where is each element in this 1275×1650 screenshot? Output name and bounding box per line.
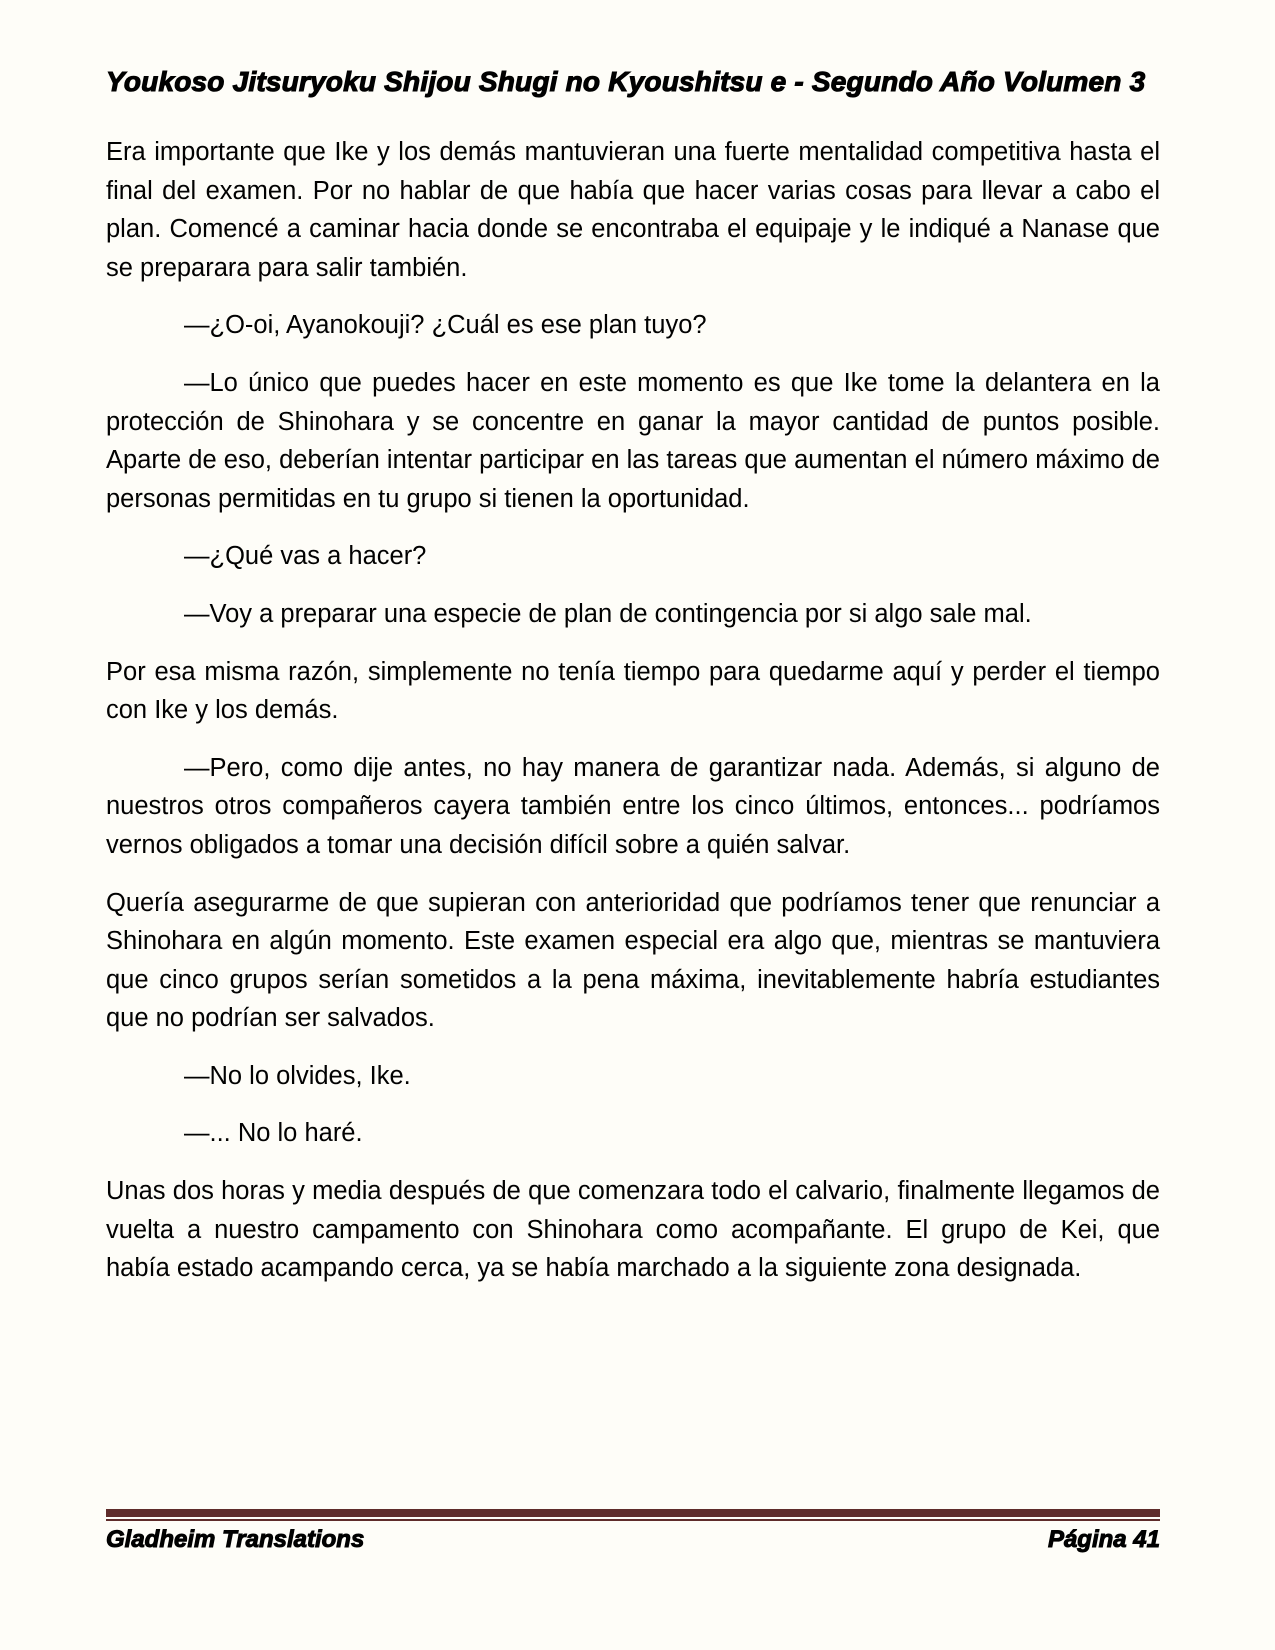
narration-paragraph: Por esa misma razón, simplemente no tenía tiempo para quedarme aquí y perder el tiempo con Ike y los demás.	[106, 657, 1160, 725]
page-footer	[106, 1509, 1160, 1554]
narration-paragraph: Unas dos horas y media después de que comenzara todo el calvario, finalmente llegamos de vuelta a nuestro campamento con Shinohara como acompañante. El grupo de Kei, que había estado acampando cerca, ya se había marchado a la siguiente zona designada.	[106, 1177, 1160, 1283]
body-text	[106, 133, 1160, 1307]
footer-row	[106, 1526, 1160, 1554]
dialogue-paragraph: —Pero, como dije antes, no hay manera de garantizar nada. Además, si alguno de nuestros otros compañeros cayera también entre los cinco últimos, entonces... podríamos vernos obligados a tomar una decisión difícil sobre a quién salvar.	[106, 753, 1160, 859]
dialogue-paragraph: —... No lo haré.	[184, 1119, 363, 1148]
dialogue-paragraph: —No lo olvides, Ike.	[184, 1061, 411, 1090]
narration-paragraph: Quería asegurarme de que supieran con anterioridad que podríamos tener que renunciar a Shinohara en algún momento. Este examen especial era algo que, mientras se mantuviera que cinco grupos serían sometidos a la pena máxima, inevitablemente habría estudiantes que no podrían ser salvados.	[106, 888, 1160, 1033]
dialogue-paragraph: —Voy a preparar una especie de plan de contingencia por si algo sale mal.	[184, 599, 1032, 628]
footer-divider-thin-line	[106, 1519, 1160, 1521]
footer-divider	[106, 1509, 1160, 1521]
dialogue-paragraph: —Lo único que puedes hacer en este momento es que Ike tome la delantera en la protección de Shinohara y se concentre en ganar la mayor cantidad de puntos posible. Aparte de eso, deberían intentar participar en las tareas que aumentan el número máximo de personas permitidas en tu grupo si tienen la oportunidad.	[106, 368, 1160, 513]
page-title: Youkoso Jitsuryoku Shijou Shugi no Kyoushitsu e - Segundo Año Volumen 3	[106, 66, 1146, 97]
dialogue-paragraph: —¿Qué vas a hacer?	[184, 542, 427, 571]
narration-paragraph: Era importante que Ike y los demás mantuvieran una fuerte mentalidad competitiva hasta el final del examen. Por no hablar de que había que hacer varias cosas para llevar a cabo el plan. Comencé a caminar hacia donde se encontraba el equipaje y le indiqué a Nanase que se preparara para salir también.	[106, 138, 1160, 282]
footer-page-number: Página 41	[1047, 1526, 1160, 1553]
page-header	[106, 66, 1160, 98]
footer-divider-thick-line	[106, 1509, 1160, 1517]
footer-translator-credit: Gladheim Translations	[106, 1526, 365, 1553]
dialogue-paragraph: —¿O-oi, Ayanokouji? ¿Cuál es ese plan tuyo?	[184, 311, 707, 340]
